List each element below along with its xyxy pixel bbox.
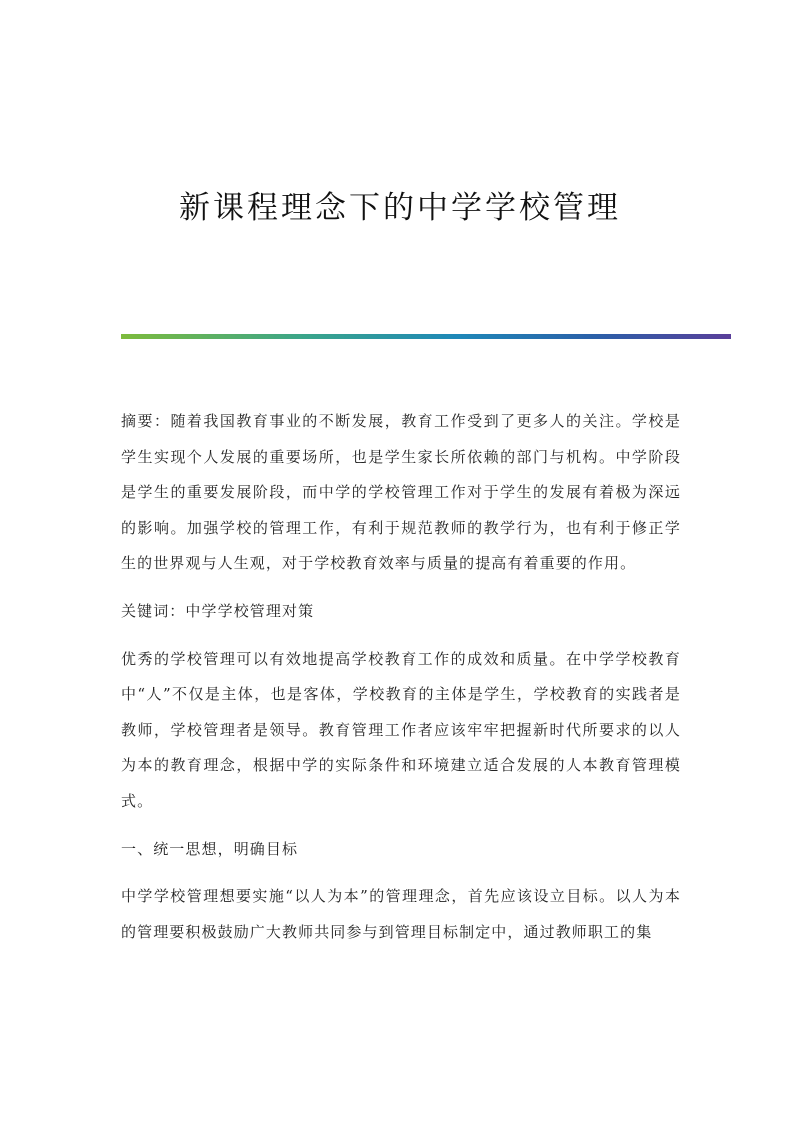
section-heading-1: 一、统一思想，明确目标 [121, 839, 299, 858]
abstract-paragraph: 摘要：随着我国教育事业的不断发展，教育工作受到了更多人的关注。学校是学生实现个人发展的重要场所，也是学生家长所依赖的部门与机构。中学阶段是学生的重要发展阶段，而中学的学校管理工作对于学生的发展有着极为深远的影响。加强学校的管理工作，有利于规范教师的教学行为，也有利于修正学生的世界观与人生观，对于学校教育效率与质量的提高有着重要的作用。 [121, 412, 681, 573]
body-paragraph-1: 优秀的学校管理可以有效地提高学校教育工作的成效和质量。在中学学校教育中“人”不仅是主体，也是客体，学校教育的主体是学生，学校教育的实践者是教师，学校管理者是领导。教育管理工作者应该牢牢把握新时代所要求的以人为本的教育理念，根据中学的实际条件和环境建立适合发展的人本教育管理模式。 [121, 649, 681, 810]
document-body [121, 404, 681, 962]
keywords-line: 关键词：中学学校管理对策 [121, 601, 315, 620]
body-paragraph-2: 中学学校管理想要实施“以人为本”的管理理念，首先应该设立目标。以人为本的管理要积极鼓励广大教师共同参与到管理目标制定中，通过教师职工的集 [121, 887, 681, 941]
title-divider [121, 334, 731, 339]
document-title: 新课程理念下的中学学校管理 [179, 190, 621, 226]
